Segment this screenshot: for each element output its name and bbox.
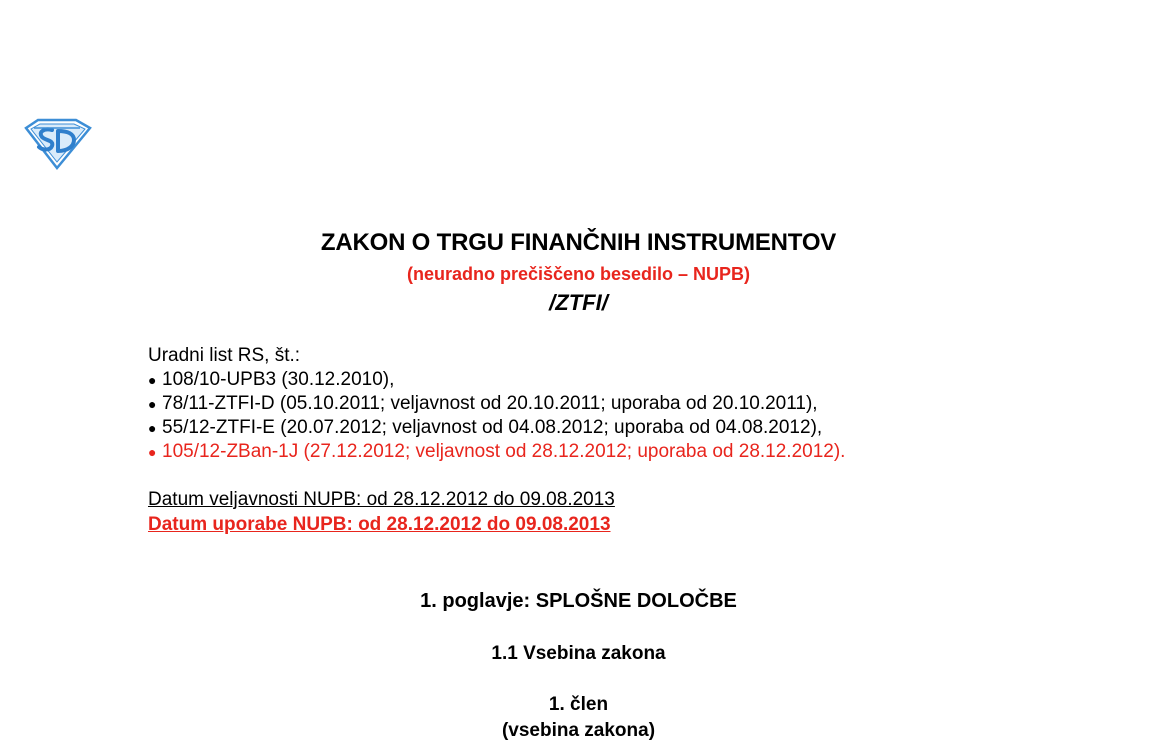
bullet-icon: ● [148, 444, 157, 460]
bullet-icon: ● [148, 396, 157, 412]
gazette-entry: 108/10-UPB3 (30.12.2010), [162, 369, 395, 390]
gazette-references [148, 344, 845, 464]
gazette-entry: 55/12-ZTFI-E (20.07.2012; veljavnost od 04.08.2012; uporaba od 04.08.2012), [162, 417, 823, 438]
bullet-icon: ● [148, 420, 157, 436]
section-heading: 1.1 Vsebina zakona [491, 643, 666, 664]
gazette-list [148, 368, 845, 464]
diamond-logo-icon [22, 118, 92, 170]
list-item [148, 368, 845, 392]
list-item [148, 392, 845, 416]
application-date: Datum uporabe NUPB: od 28.12.2012 do 09.08.2013 [148, 514, 611, 535]
list-item [148, 440, 845, 464]
nupb-dates [148, 487, 615, 537]
gazette-entry: 105/12-ZBan-1J (27.12.2012; veljavnost od 28.12.2012; uporaba od 28.12.2012). [162, 441, 846, 462]
article-number: 1. člen [548, 694, 609, 715]
document-abbreviation: /ZTFI/ [549, 290, 608, 315]
validity-date: Datum veljavnosti NUPB: od 28.12.2012 do 09.08.2013 [148, 489, 615, 510]
list-item [148, 416, 845, 440]
chapter-heading: 1. poglavje: SPLOŠNE DOLOČBE [420, 590, 737, 612]
article-title: (vsebina zakona) [501, 720, 656, 741]
document-subtitle: (neuradno prečiščeno besedilo – NUPB) [406, 264, 751, 284]
gazette-entry: 78/11-ZTFI-D (05.10.2011; veljavnost od 20.10.2011; uporaba od 20.10.2011), [162, 393, 818, 414]
document-title: ZAKON O TRGU FINANČNIH INSTRUMENTOV [320, 229, 837, 256]
bullet-icon: ● [148, 372, 157, 388]
gazette-heading: Uradni list RS, št.: [148, 345, 301, 366]
